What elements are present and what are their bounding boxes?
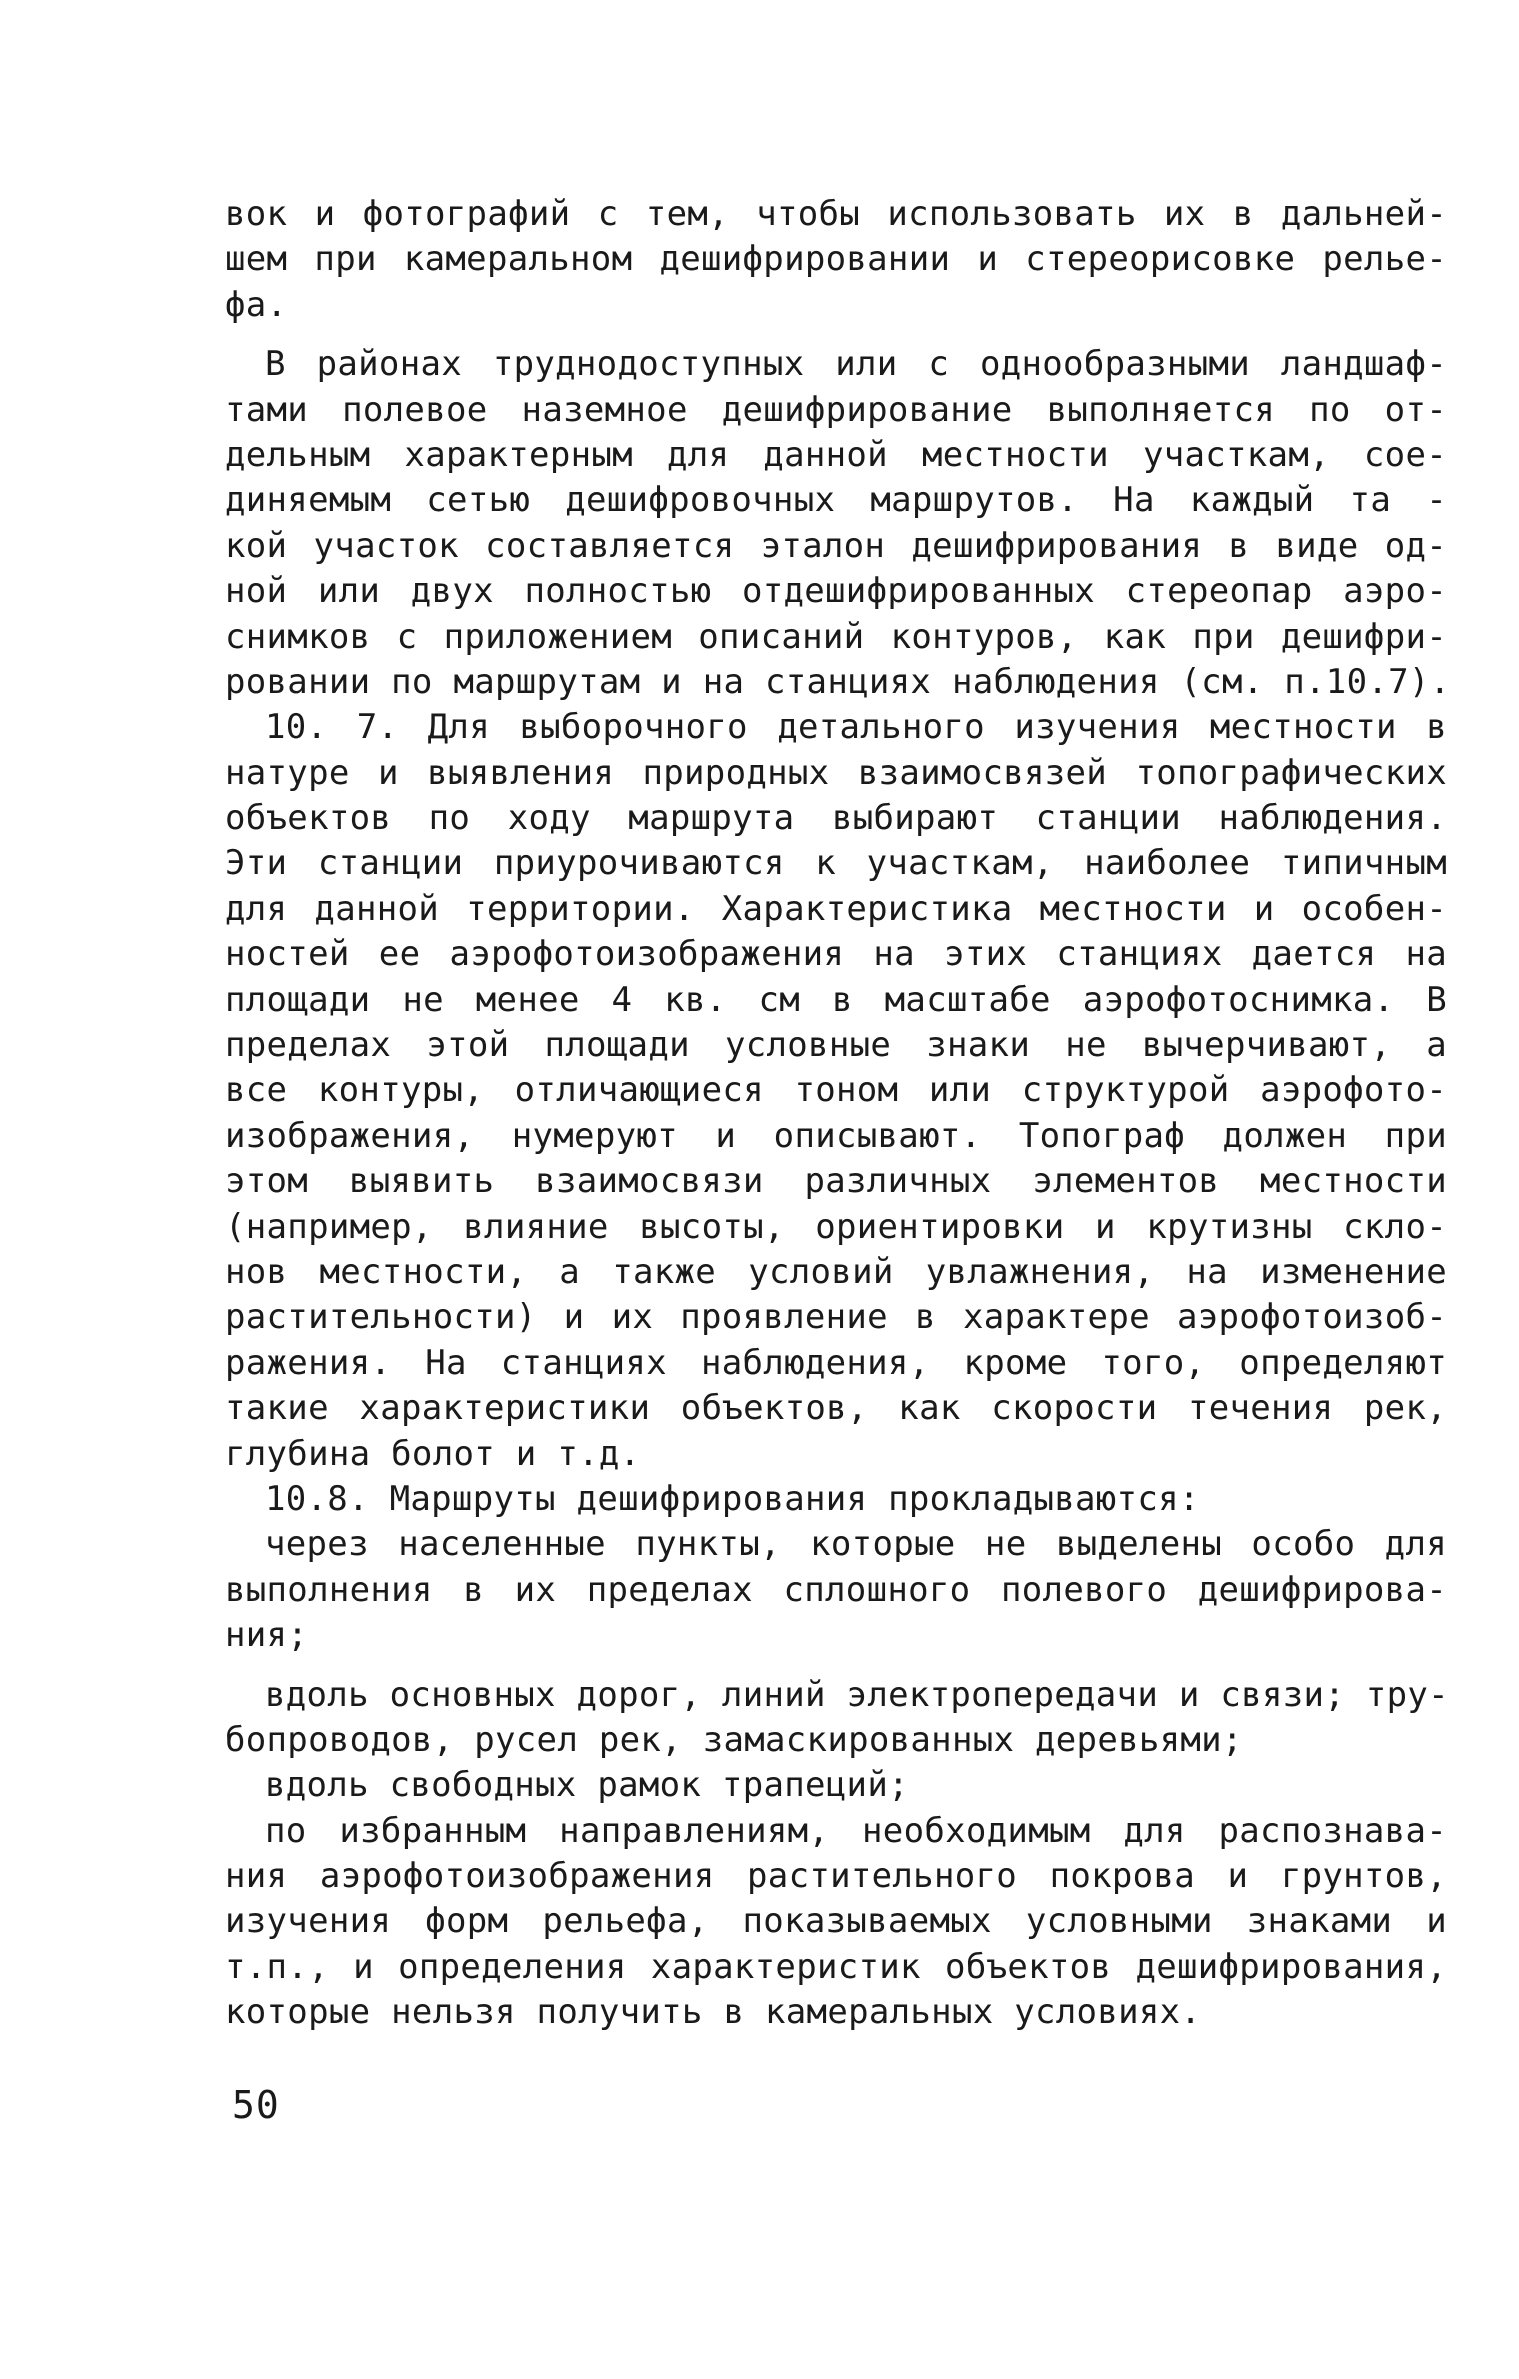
text-line: которые нельзя получить в камеральных условиях. [225,1992,1202,2033]
text-line: ностей ее аэрофотоизображения на этих станциях дается на [225,934,1447,975]
paragraph [225,1673,1447,1764]
text-line: снимков с приложением описаний контуров, как при дешифри- [225,616,1447,657]
text-line: т.п., и определения характеристик объектов дешифрирования, [225,1946,1447,1987]
text-line: вдоль основных дорог, линий электропередачи и связи; тру- [265,1674,1449,1715]
page-number: 50 [232,2083,280,2127]
text-line: В районах труднодоступных или с однообразными ландшаф- [265,344,1447,385]
text-line: натуре и выявления природных взаимосвязей топографических [225,752,1447,793]
text-line: кой участок составляется эталон дешифрирования в виде од- [225,525,1447,566]
text-line: тами полевое наземное дешифрирование выполняется по от- [225,389,1447,430]
paragraph [225,1477,1447,1522]
paragraph-gap [225,328,1447,342]
text-line: фа. [225,284,288,325]
text-line: через населенные пункты, которые не выделены особо для [265,1524,1447,1565]
paragraph [225,1763,1447,1808]
text-line: ражения. На станциях наблюдения, кроме того, определяют [225,1342,1447,1383]
text-line: такие характеристики объектов, как скорости течения рек, [225,1388,1447,1429]
text-line: бопроводов, русел рек, замаскированных деревьями; [225,1719,1243,1760]
paragraph [225,1809,1447,2036]
text-line: этом выявить взаимосвязи различных элементов местности [225,1161,1447,1202]
paragraph-gap [225,1659,1447,1673]
text-line: изображения, нумеруют и описывают. Топограф должен при [225,1115,1447,1156]
text-line: по избранным направлениям, необходимым для распознава- [265,1810,1447,1851]
text-line: объектов по ходу маршрута выбирают станции наблюдения. [225,798,1447,839]
text-line: ния; [225,1615,309,1656]
text-line: (например, влияние высоты, ориентировки и крутизны скло- [225,1206,1447,1247]
text-line: Эти станции приурочиваются к участкам, наиболее типичным [225,843,1447,884]
text-line: глубина болот и т.д. [225,1433,641,1474]
text-line: выполнения в их пределах сплошного полевого дешифрирова- [225,1569,1447,1610]
paragraph [225,342,1451,705]
text-line: дельным характерным для данной местности участкам, сое- [225,434,1447,475]
text-line: пределах этой площади условные знаки не вычерчивают, а [225,1025,1447,1066]
text-line: изучения форм рельефа, показываемых условными знаками и [225,1901,1447,1942]
text-line: ния аэрофотоизображения растительного покрова и грунтов, [225,1856,1447,1897]
text-line: 10.8. Маршруты дешифрирования прокладываются: [265,1478,1200,1519]
text-line: для данной территории. Характеристика местности и особен- [225,888,1447,929]
paragraph [225,1522,1447,1658]
text-line: вдоль свободных рамок трапеций; [265,1765,909,1806]
text-line: нов местности, а также условий увлажнения, на изменение [225,1251,1447,1292]
text-line: площади не менее 4 кв. см в масштабе аэрофотоснимка. В [225,979,1447,1020]
text-line: ровании по маршрутам и на станциях наблюдения (см. п.10.7). [225,661,1451,702]
text-line: диняемым сетью дешифровочных маршрутов. На каждый та - [225,480,1447,521]
text-line: шем при камеральном дешифрировании и стереорисовке релье- [225,239,1447,280]
text-line: растительности) и их проявление в характере аэрофотоизоб- [225,1297,1447,1338]
paragraph [225,705,1447,1477]
paragraph [225,192,1447,328]
body-text [225,192,1451,2036]
text-line: все контуры, отличающиеся тоном или структурой аэрофото- [225,1070,1447,1111]
text-line: вок и фотографий с тем, чтобы использовать их в дальней- [225,194,1447,234]
text-line: ной или двух полностью отдешифрированных стереопар аэро- [225,571,1447,612]
text-line: 10. 7. Для выборочного детального изучения местности в [265,707,1447,748]
